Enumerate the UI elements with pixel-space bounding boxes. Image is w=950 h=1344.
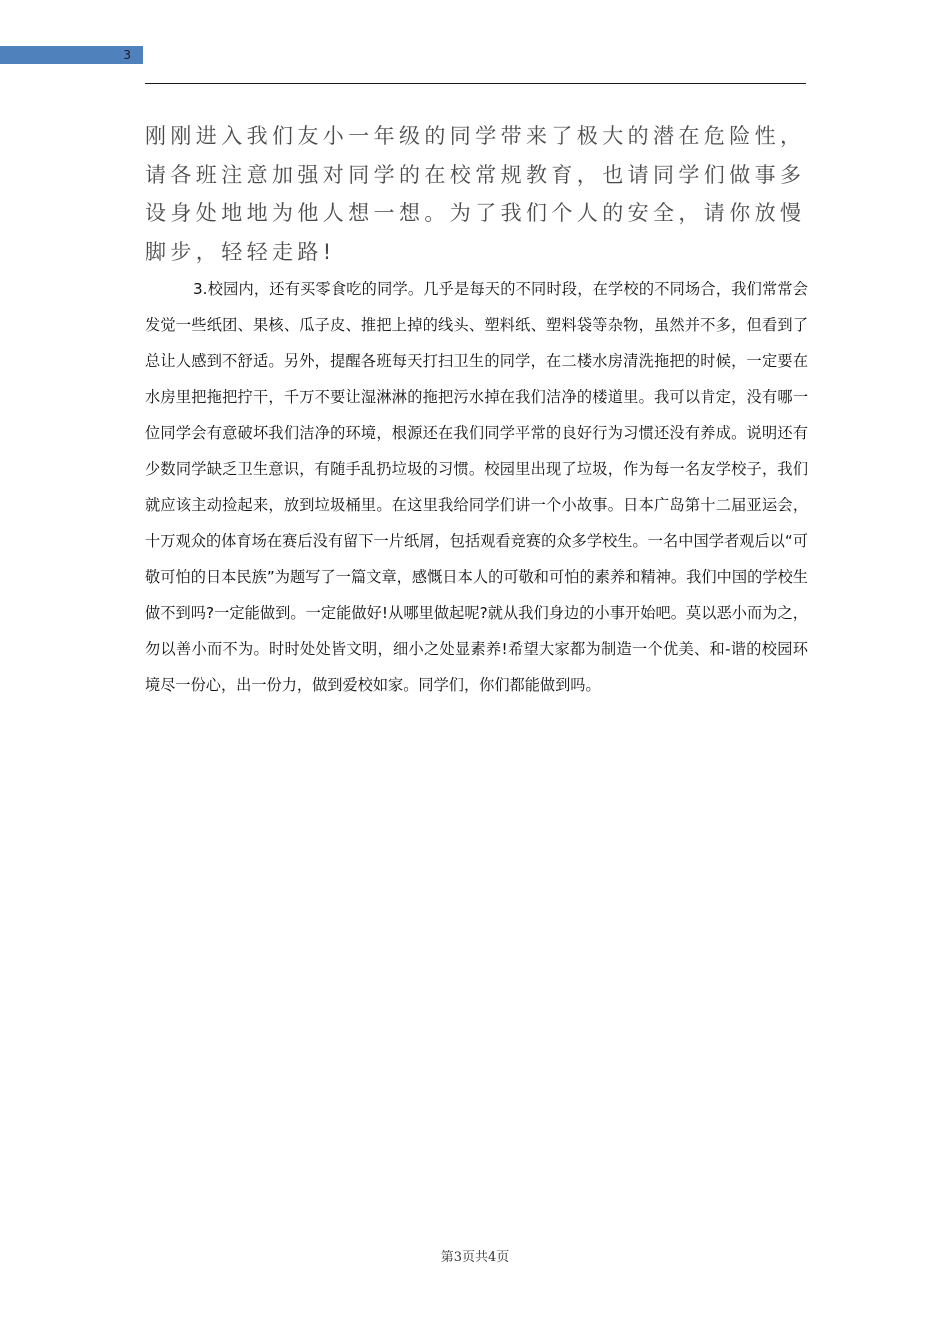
lead-paragraph: 刚刚进入我们友小一年级的同学带来了极大的潜在危险性，请各班注意加强对同学的在校常规教育，也请同学们做事多设身处地地为他人想一想。为了我们个人的安全，请你放慢脚步，轻轻走路! <box>145 124 806 264</box>
header-divider <box>145 83 806 84</box>
page-number-label: 3 <box>123 48 131 62</box>
body-paragraph: 3.校园内，还有买零食吃的同学。几乎是每天的不同时段，在学校的不同场合，我们常常会发觉一些纸团、果核、瓜子皮、推把上掉的线头、塑料纸、塑料袋等杂物，虽然并不多，但看到了总让人感到不舒适。另外，提醒各班每天打扫卫生的同学，在二楼水房清洗拖把的时候，一定要在水房里把拖把拧干，千万不要让湿淋淋的拖把污水掉在我们洁净的楼道里。我可以肯定，没有哪一位同学会有意破坏我们洁净的环境，根源还在我们同学平常的良好行为习惯还没有养成。说明还有少数同学缺乏卫生意识，有随手乱扔垃圾的习惯。校园里出现了垃圾，作为每一名友学校子，我们就应该主动捡起来，放到垃圾桶里。在这里我给同学们讲一个小故事。日本广岛第十二届亚运会，十万观众的体育场在赛后没有留下一片纸屑，包括观看竞赛的众多学校生。一名中国学者观后以“可敬可怕的日本民族”为题写了一篇文章，感慨日本人的可敬和可怕的素养和精神。我们中国的学校生做不到吗?一定能做到。一定能做好!从哪里做起呢?就从我们身边的小事开始吧。莫以恶小而为之，勿以善小而不为。时时处处皆文明，细小之处显素养!希望大家都为制造一个优美、和-谐的校园环境尽一份心，出一份力，做到爱校如家。同学们，你们都能做到吗。 <box>145 280 808 694</box>
page-number-tab <box>0 46 143 64</box>
page-footer: 第3页共4页 <box>440 1250 510 1265</box>
